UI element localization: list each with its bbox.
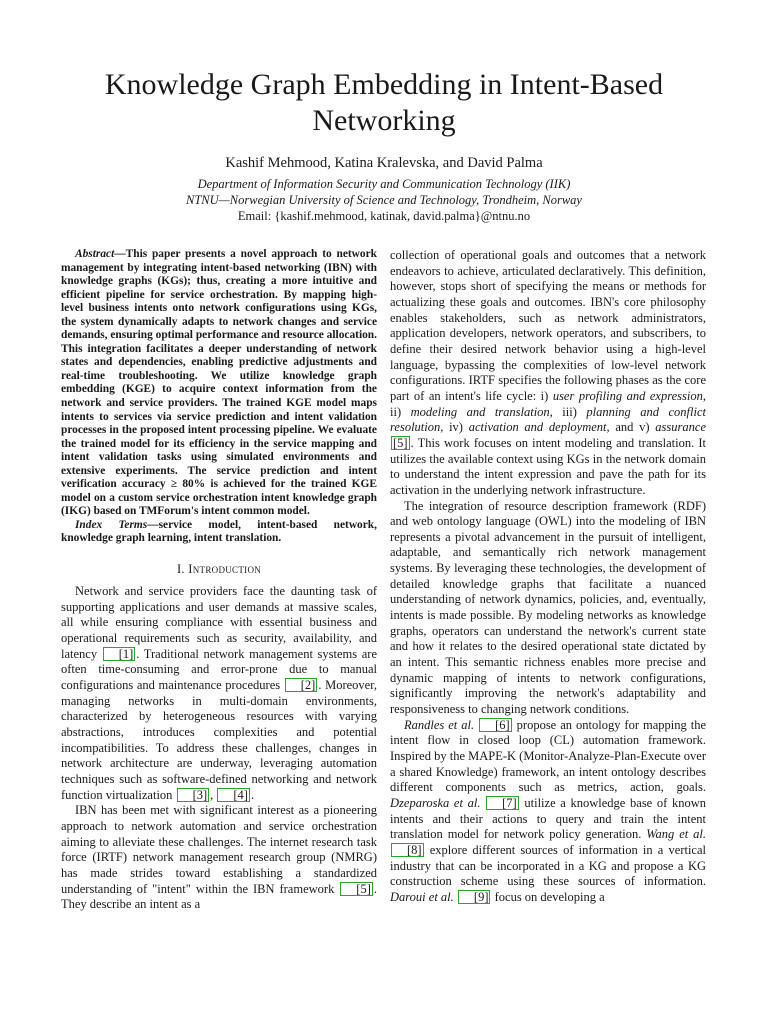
index-terms-text: —service model, intent-based network, knowledge graph learning, intent translation.	[61, 518, 377, 545]
intro-paragraph-1	[61, 584, 377, 803]
abstract-text: —This paper presents a novel approach to network management by integrating intent-based networking (IBN) with knowledge graphs (KGs); thus, creating a more intuitive and efficient pipeline for service orchestration. By mapping high-level business intents onto network configurations using KGs, the system dynamically adapts to network changes and service demands, ensuring optimal performance and resource allocation. This integration facilitates a deeper understanding of network states and dependencies, enabling predictive adjustments and real-time troubleshooting. We utilize knowledge graph embedding (KGE) to acquire context information from the network and service providers. The trained KGE model maps intents to services via service prediction and intent validation processes in the proposed intent processing pipeline. We evaluate the trained model for its efficiency in the service mapping and intent validation tasks using simulated environments and extensive experiments. The service prediction and intent verification accuracy ≥ 80% is achieved for the trained KGE model on a custom service orchestration intent knowledge graph (IKG) based on TMForum's intent common model.	[61, 248, 377, 518]
abstract-lead: Abstract	[75, 248, 115, 260]
index-terms-lead: Index Terms	[75, 518, 148, 531]
paragraph-text: . Moreover, managing networks in multi-domain environments, characterized by heterogeneous resources with varying abstractions, introduces complexities and potential incompatibilities. To address these challenges, changes in network architecture are underway, leveraging automation techniques such as software-defined networking and network function virtualization	[61, 677, 377, 802]
emphasis-text: modeling and translation	[410, 404, 550, 419]
paragraph-text: . They describe an intent as a	[61, 881, 377, 912]
paragraph-text: explore different sources of information in a vertical industry that can be incorporated in a KG and propose a KG construction scheme using these sources of information.	[390, 842, 706, 889]
section-heading-introduction	[61, 562, 377, 577]
left-column	[61, 248, 377, 913]
citation-link[interactable]: [3]	[177, 788, 210, 803]
author-emails: Email: {kashif.mehmood, katinak, david.palma}@ntnu.no	[237, 209, 531, 223]
paragraph-text: utilize a knowledge base of known intents and their actions to query and train the intent translation model for network policy generation.	[390, 795, 707, 842]
paragraph-text: IBN has been met with significant interest as a pioneering approach to network automation and service orchestration aiming to alleviate these challenges. The internet research task force (IRTF) network management research group (NMRG) has made strides toward establishing a standardized understanding of "intent" within the IBN framework	[61, 803, 377, 896]
citation-link[interactable]: [2]	[285, 678, 318, 693]
abstract	[61, 248, 377, 519]
citation-link[interactable]: [9]	[458, 890, 491, 905]
emphasis-text: planning and conflict resolution	[390, 404, 706, 435]
paragraph-text: , iii)	[549, 404, 587, 419]
intro-paragraph-2	[61, 803, 377, 913]
citation-link[interactable]: [7]	[486, 796, 519, 811]
paragraph-text: . This work focuses on intent modeling and translation. It utilizes the available context using KGs in the network domain to understand the intent expression and pave the path for its activation in the underlying network infrastructure.	[390, 435, 706, 497]
intro-paragraph-2-continued	[390, 248, 706, 499]
paragraph-text: focus on developing a	[491, 889, 605, 904]
intro-paragraph-3: The integration of resource description framework (RDF) and web ontology language (OWL) into the modeling of IBN represents a pivotal advancement in the pursuit of intelligent, adaptable, and semantically rich network management systems. By leveraging these technologies, the development of detailed knowledge graphs that facilitate a nuanced understanding of network dynamics, policies, and, eventually, intents is made possible. By modeling networks as knowledge graphs, operators can understand the network's current state and how it relates to the desired operational state dictated by an intent. This semantic richness enables more precise and dynamic mapping of intents to network configurations, significantly improving the network's adaptability and responsiveness to changing network conditions.	[390, 498, 706, 717]
paragraph-text: Network and service providers face the daunting task of supporting applications and user demands at massive scales, all while ensuring compliance with essential business and operational requirements such as security, availability, and latency	[61, 584, 377, 661]
paragraph-text: .	[250, 787, 255, 802]
emphasis-text: activation and deployment	[468, 420, 607, 435]
section-number: I.	[176, 562, 185, 577]
emphasis-text: Wang et al.	[646, 827, 706, 842]
citation-link[interactable]: [5]	[340, 882, 373, 897]
paragraph-text: . Traditional network management systems are often time-consuming and error-prone due to manual configurations and maintenance procedures	[61, 646, 377, 692]
emphasis-text: user profiling and expression	[552, 388, 703, 403]
affiliation-block	[60, 176, 708, 224]
right-column	[390, 248, 706, 906]
paragraph-text: , and v)	[606, 420, 656, 435]
paragraph-text: collection of operational goals and outcomes that a network endeavors to achieve, articulated declaratively. This definition, however, stops short of specifying the means or methods for actualizing these goals and outcomes. IBN's core philosophy enables stakeholders, such as network administrators, application developers, network operators, and subscribers, to define their desired network behavior using a high-level language, bypassing the complexities of low-level network configurations. IRTF specifies the following phases as the core part of an intent's life cycle: i)	[390, 248, 706, 403]
citation-link[interactable]: [1]	[103, 647, 136, 662]
section-title: Introduction	[188, 562, 262, 577]
index-terms	[61, 519, 377, 546]
paragraph-text: , ii)	[390, 388, 706, 419]
emphasis-text: Randles et al.	[404, 717, 475, 732]
citation-link[interactable]: [6]	[479, 718, 512, 733]
paper-title: Knowledge Graph Embedding in Intent-Based Networking	[104, 68, 664, 137]
emphasis-text: assurance	[655, 420, 706, 435]
paragraph-text: ,	[210, 787, 217, 802]
paragraph-text: , iv)	[440, 420, 469, 435]
paragraph-text: propose an ontology for mapping the intent flow in closed loop (CL) automation framework. Inspired by the MAPE-K (Monitor-Analyze-Plan-Execute over a shared Knowledge) framework, an intent ontology describes different components such as metrics, action, goals.	[390, 717, 706, 795]
citation-link[interactable]: [5]	[393, 435, 408, 450]
emphasis-text: Daroui et al.	[390, 889, 454, 904]
affiliation-department: Department of Information Security and Communication Technology (IIK)	[197, 177, 571, 191]
intro-paragraph-4	[390, 718, 706, 906]
emphasis-text: Dzeparoska et al.	[390, 795, 481, 810]
citation-link[interactable]: [4]	[217, 788, 250, 803]
author-list: Kashif Mehmood, Katina Kralevska, and David Palma	[225, 155, 543, 171]
citation-link[interactable]: [8]	[391, 843, 424, 858]
affiliation-university: NTNU—Norwegian University of Science and Technology, Trondheim, Norway	[186, 193, 582, 207]
